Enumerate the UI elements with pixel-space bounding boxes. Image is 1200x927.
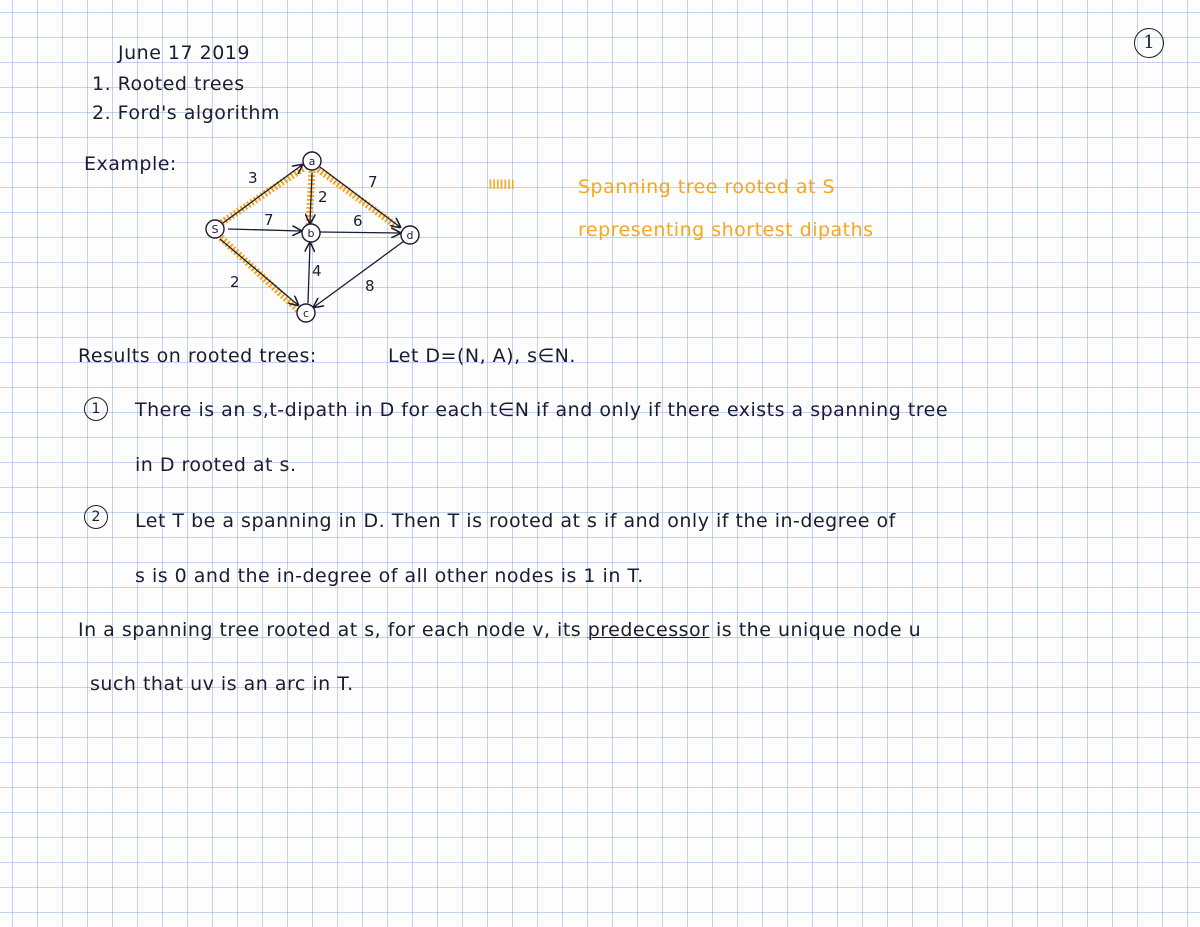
item-2-line-1: Let T be a spanning in D. Then T is rooted at s if and only if the in-degree of [135,510,896,532]
topic-item-1: 1. Rooted trees [92,73,245,95]
weight-c-b: 4 [312,262,322,280]
weight-d-c: 8 [365,277,375,295]
node-label-b: b [307,227,315,240]
legend-line-2: representing shortest dipaths [578,219,874,241]
item-1-line-1: There is an s,t-dipath in D for each t∈N if and only if there exists a spanning tree [135,399,949,421]
date-text: June 17 2019 [118,42,250,64]
page-number: 1 [1134,28,1164,58]
edge-s-b [228,229,301,231]
legend-marker: ııııııı [488,174,515,194]
weight-a-d: 7 [368,173,378,191]
example-digraph [190,145,440,330]
node-label-d: d [406,229,414,242]
edge-b-d [320,232,400,233]
edge-d-c [314,241,404,307]
predecessor-line-1 [78,619,921,641]
node-label-s: S [211,223,219,236]
item-2-line-2: s is 0 and the in-degree of all other nodes is 1 in T. [135,565,644,587]
item-2-number: 2 [84,505,108,529]
edge-c-b [308,243,310,303]
weight-s-b: 7 [264,211,274,229]
weight-s-c: 2 [230,273,240,291]
item-1-line-2: in D rooted at s. [135,454,297,476]
predecessor-text-b: is the unique node u [709,619,922,641]
results-heading: Results on rooted trees: [78,345,317,367]
weight-s-a: 3 [248,169,258,187]
weight-b-d: 6 [353,212,363,230]
example-label: Example: [84,153,177,175]
predecessor-line-2: such that uv is an arc in T. [90,673,354,695]
legend-line-1: Spanning tree rooted at S [578,176,836,198]
edge-s-c [220,239,298,305]
weight-a-b: 2 [318,188,328,206]
predecessor-text-a: In a spanning tree rooted at s, for each node v, its [78,619,588,641]
node-label-a: a [308,155,316,168]
node-label-c: c [302,307,310,320]
results-setup: Let D=(N, A), s∈N. [388,345,576,367]
predecessor-term: predecessor [587,619,710,641]
topic-item-2: 2. Ford's algorithm [92,102,280,124]
edge-s-a [223,165,302,223]
item-1-number: 1 [84,397,108,421]
